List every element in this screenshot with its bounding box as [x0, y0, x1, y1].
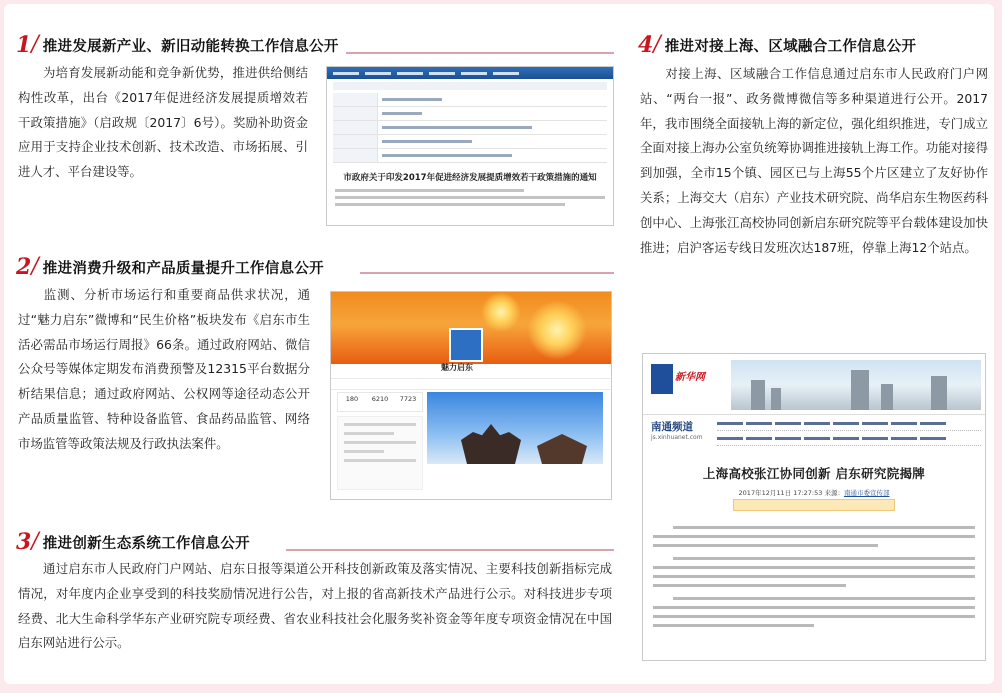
- weibo-stats: [337, 392, 423, 412]
- weibo-tabs: [331, 378, 611, 390]
- slash-mark: /: [31, 254, 39, 279]
- news-headline: 上海高校张江协同创新 启东研究院揭牌: [702, 466, 926, 481]
- city-skyline-banner: [731, 360, 981, 410]
- section-2-heading: [16, 248, 324, 278]
- section-3-text: 通过启东市人民政府门户网站、启东日报等渠道公开科技创新政策及落实情况、主要科技创新指标完成情况，对年度内企业享受到的科技奖励情况进行公告，对上报的省高新技术产品进行公示。对科技进步专项经费、北大生命科学华东产业研究院专项经费、省农业科技社会化服务奖补资金等年度专项资金情况在中国启东网站进行公示。: [18, 561, 612, 651]
- slash-mark: /: [653, 32, 661, 57]
- content-panel: [4, 4, 994, 684]
- weibo-sidebar: [337, 416, 423, 490]
- section-1-heading: [16, 26, 339, 56]
- gov-document-title: 市政府关于印发2017年促进经济发展提质增效若干政策措施的通知: [343, 173, 597, 183]
- channel-url: js.xinhuanet.com: [651, 434, 703, 441]
- article-body: [653, 520, 975, 637]
- stat-follow: 180: [345, 395, 359, 403]
- pagoda-photo: [427, 392, 603, 464]
- section-1-number: 1: [16, 32, 32, 58]
- section-4-title: 推进对接上海、区域融合工作信息公开: [664, 39, 917, 55]
- slash-mark: /: [31, 32, 39, 57]
- weibo-screenshot: [330, 291, 612, 500]
- stat-fans: 6210: [371, 395, 389, 403]
- news-dateline: 2017年12月11日 17:27:53 来源：南通市委宣传部: [738, 489, 890, 497]
- weibo-account-name: 魅力启东: [441, 363, 473, 372]
- section-2-text: 监测、分析市场运行和重要商品供求状况，通过“魅力启东”微博和“民生价格”板块发布《启东市生活必需品市场运行周报》66条。通过政府网站、微信公众号等媒体定期发布消费预警及12315平台数据分析结果信息；通过政府网站、公权网等途径动态公开产品质量监管、特种设备监管、食品药品监管、网络市场监管等政策法规及行政执法案件。: [18, 287, 310, 451]
- xinhua-header: [643, 354, 985, 415]
- heading-divider: [286, 549, 614, 551]
- stat-posts: 7723: [399, 395, 417, 403]
- section-3-title: 推进创新生态系统工作信息公开: [42, 536, 250, 552]
- article-toolbar: [733, 499, 895, 511]
- section-1-title: 推进发展新产业、新旧动能转换工作信息公开: [42, 39, 339, 55]
- xinhua-menu: [717, 416, 981, 448]
- section-1-text: 为培育发展新动能和竞争新优势，推进供给侧结构性改革，出台《2017年促进经济发展提质增效若干政策措施》（启政规〔2017〕6号）。奖励补助资金应用于支持企业技术创新、技术改造、市场拓展、引进人才、平台建设等。: [18, 65, 308, 180]
- avatar: [449, 328, 483, 362]
- section-2-number: 2: [16, 254, 32, 280]
- weibo-banner: [331, 292, 611, 364]
- section-4-number: 4: [638, 32, 654, 58]
- gov-document-screenshot: [326, 66, 614, 226]
- section-3-number: 3: [16, 529, 32, 555]
- slash-mark: /: [31, 529, 39, 554]
- xinhua-news-screenshot: [642, 353, 986, 661]
- gov-nav-bar: [327, 67, 613, 79]
- xinhua-logo: 新华网: [651, 364, 711, 394]
- section-3-heading: [16, 523, 250, 553]
- heading-divider: [346, 52, 614, 54]
- section-4-heading: [638, 26, 916, 56]
- breadcrumb: [333, 82, 607, 90]
- section-2-title: 推进消费升级和产品质量提升工作信息公开: [42, 261, 324, 277]
- heading-divider: [360, 272, 614, 274]
- channel-name: 南通频道: [651, 421, 693, 433]
- section-4-text: 对接上海、区域融合工作信息通过启东市人民政府门户网站、“两台一报”、政务微博微信等多种渠道进行公开。2017年，我市围绕全面接轨上海的新定位，强化组织推进，专门成立全面对接上海办公室负统筹协调推进接轨上海工作。功能对接得到加强，全市15个镇、园区已与上海55个片区建立了友好协作关系；上海交大（启东）产业技术研究院、尚华启东生物医药科创中心、上海张江高校协同创新启东研究院等平台载体建设加快推进；启沪客运专线日发班次达187班，停靠上海12个站点。: [640, 66, 988, 255]
